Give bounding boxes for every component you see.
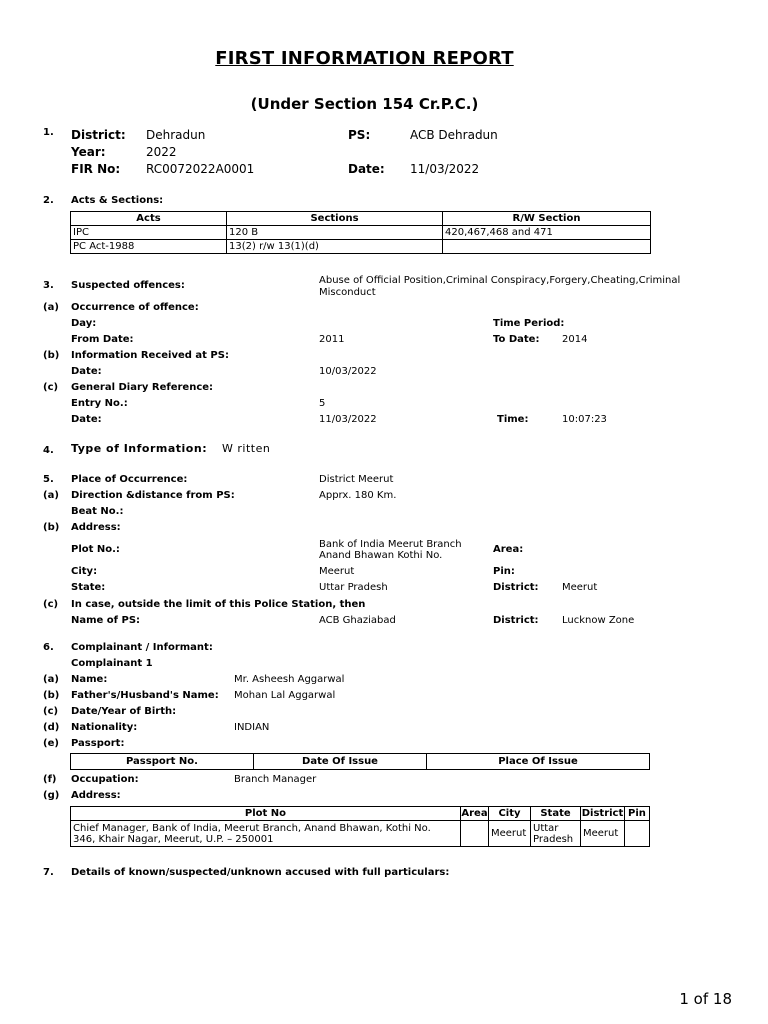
table-cell: Meerut [489, 821, 531, 847]
info-received-label: Information Received at PS: [71, 350, 229, 361]
gd-time-value: 10:07:23 [562, 414, 607, 425]
name-label: Name: [71, 674, 108, 685]
direction-distance-value: Apprx. 180 Km. [319, 490, 397, 501]
address-label: Address: [71, 522, 121, 533]
table-header-row [71, 807, 650, 821]
table-header-cell: Pin [625, 807, 650, 821]
section-2-number: 2. [43, 195, 54, 206]
time-period-label: Time Period: [493, 318, 565, 329]
district-value: Dehradun [146, 128, 206, 142]
table-cell [461, 821, 489, 847]
address-state-line1: Uttar [533, 822, 559, 834]
city-label: City: [71, 566, 98, 577]
item-b-marker: (b) [43, 350, 60, 361]
acts-sections-table [70, 211, 651, 254]
section-6-number: 6. [43, 642, 54, 653]
table-cell: 420,467,468 and 471 [443, 226, 651, 240]
outside-limit-label: In case, outside the limit of this Police Station, then [71, 599, 366, 610]
table-cell: IPC [71, 226, 227, 240]
table-cell [71, 821, 461, 847]
year-value: 2022 [146, 145, 177, 159]
section-3-number: 3. [43, 280, 54, 291]
direction-distance-label: Direction &distance from PS: [71, 490, 235, 501]
section-7-number: 7. [43, 867, 54, 878]
occupation-label: Occupation: [71, 774, 139, 785]
name-of-ps-label: Name of PS: [71, 615, 141, 626]
fir-date-label: Date: [348, 162, 385, 176]
item-g-marker: (g) [43, 790, 60, 801]
complainant-address-label: Address: [71, 790, 121, 801]
table-header-cell: Area [461, 808, 488, 819]
table-header-cell: Sections [227, 212, 443, 226]
section-1-number: 1. [43, 127, 54, 138]
occurrence-label: Occurrence of offence: [71, 302, 199, 313]
info-date-value: 10/03/2022 [319, 366, 377, 377]
item-d-marker: (d) [43, 722, 60, 733]
table-cell: 13(2) r/w 13(1)(d) [227, 240, 443, 254]
table-row [71, 821, 650, 847]
accused-details-label: Details of known/suspected/unknown accused with full particulars: [71, 867, 450, 878]
item-a-marker: (a) [43, 490, 59, 501]
entry-no-value: 5 [319, 398, 326, 409]
state-label: State: [71, 582, 106, 593]
table-header-cell: Place Of Issue [427, 754, 650, 770]
item-b-marker: (b) [43, 522, 60, 533]
table-header-cell: Date Of Issue [254, 754, 427, 770]
passport-label: Passport: [71, 738, 125, 749]
pin-label: Pin: [493, 566, 515, 577]
entry-no-label: Entry No.: [71, 398, 128, 409]
type-of-information-value: W ritten [222, 442, 271, 455]
from-date-label: From Date: [71, 334, 134, 345]
from-date-value: 2011 [319, 334, 345, 345]
table-header-cell: State [531, 807, 581, 821]
item-b-marker: (b) [43, 690, 60, 701]
table-row [71, 240, 651, 254]
table-header-row [71, 212, 651, 226]
type-of-information-label: Type of Information: [71, 442, 208, 455]
fir-label: FIR No: [71, 162, 121, 176]
occupation-value: Branch Manager [234, 774, 317, 785]
item-f-marker: (f) [43, 774, 57, 785]
father-husband-value: Mohan Lal Aggarwal [234, 690, 336, 701]
nationality-label: Nationality: [71, 722, 138, 733]
table-cell [625, 821, 650, 847]
plot-no-line1: Bank of India Meerut Branch [319, 539, 462, 550]
dob-label: Date/Year of Birth: [71, 706, 177, 717]
state-value: Uttar Pradesh [319, 582, 388, 593]
address-state-line2: Pradesh [533, 833, 574, 845]
year-label: Year: [71, 145, 106, 159]
table-cell: PC Act-1988 [71, 240, 227, 254]
address-plot-line1: Chief Manager, Bank of India, Meerut Branch, Anand Bhawan, Kothi No. [73, 822, 431, 834]
suspected-offences-label: Suspected offences: [71, 280, 185, 291]
item-c-marker: (c) [43, 706, 59, 717]
table-header-cell: Passport No. [71, 754, 254, 770]
table-cell: 120 B [227, 226, 443, 240]
place-of-occurrence-label: Place of Occurrence: [71, 474, 188, 485]
plot-no-line2: Anand Bhawan Kothi No. [319, 550, 443, 561]
name-of-ps-value: ACB Ghaziabad [319, 615, 396, 626]
table-cell: Meerut [581, 821, 625, 847]
district-value: Meerut [562, 582, 598, 593]
page-indicator: 1 of 18 [679, 990, 732, 1008]
item-c-marker: (c) [43, 599, 59, 610]
table-header-cell: Plot No [71, 807, 461, 821]
suspected-offences-line2: Misconduct [319, 287, 376, 298]
item-e-marker: (e) [43, 738, 59, 749]
area-label: Area: [493, 544, 524, 555]
acts-sections-label: Acts & Sections: [71, 195, 164, 206]
nationality-value: INDIAN [234, 722, 270, 733]
document-subtitle: (Under Section 154 Cr.P.C.) [250, 95, 479, 113]
table-cell [443, 240, 651, 254]
district-label: District: [71, 128, 126, 142]
complainant-address-table [70, 806, 650, 847]
address-plot-line2: 346, Khair Nagar, Meerut, U.P. – 250001 [73, 833, 274, 845]
table-header-cell: Acts [71, 212, 227, 226]
ps-label: PS: [348, 128, 371, 142]
section-5-number: 5. [43, 474, 54, 485]
plot-no-label: Plot No.: [71, 544, 120, 555]
suspected-offences-line1: Abuse of Official Position,Criminal Conspiracy,Forgery,Cheating,Criminal [319, 275, 681, 286]
item-c-marker: (c) [43, 382, 59, 393]
complainant-informant-label: Complainant / Informant: [71, 642, 213, 653]
table-header-cell: R/W Section [443, 212, 651, 226]
father-husband-label: Father's/Husband's Name: [71, 690, 219, 701]
ps-value: ACB Dehradun [410, 128, 498, 142]
passport-table [70, 753, 650, 770]
table-cell [531, 821, 581, 847]
info-date-label: Date: [71, 366, 102, 377]
ps-district-label: District: [493, 615, 539, 626]
ps-district-value: Lucknow Zone [562, 615, 635, 626]
item-a-marker: (a) [43, 302, 59, 313]
beat-no-label: Beat No.: [71, 506, 124, 517]
to-date-label: To Date: [493, 334, 540, 345]
gd-time-label: Time: [497, 414, 529, 425]
district-label: District: [493, 582, 539, 593]
city-value: Meerut [319, 566, 355, 577]
place-of-occurrence-value: District Meerut [319, 474, 394, 485]
gd-date-value: 11/03/2022 [319, 414, 377, 425]
complainant-heading: Complainant 1 [71, 658, 153, 669]
table-header-row [71, 754, 650, 770]
table-header-cell: District [581, 808, 624, 819]
table-header-cell: City [489, 807, 531, 821]
name-value: Mr. Asheesh Aggarwal [234, 674, 345, 685]
document-title: FIRST INFORMATION REPORT [215, 48, 514, 69]
item-a-marker: (a) [43, 674, 59, 685]
to-date-value: 2014 [562, 334, 588, 345]
day-label: Day: [71, 318, 97, 329]
gd-date-label: Date: [71, 414, 102, 425]
table-row [71, 226, 651, 240]
section-4-number: 4. [43, 445, 54, 456]
fir-value: RC0072022A0001 [146, 162, 255, 176]
fir-date-value: 11/03/2022 [410, 162, 480, 176]
gd-reference-label: General Diary Reference: [71, 382, 214, 393]
